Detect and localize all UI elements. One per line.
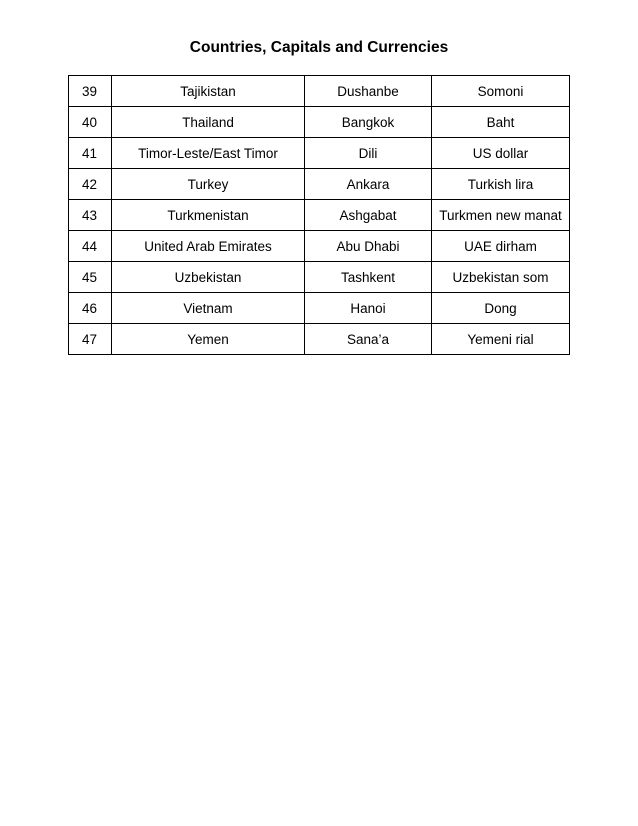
row-number-cell: 39: [69, 76, 112, 107]
row-number-cell: 46: [69, 293, 112, 324]
table-row: [69, 76, 570, 107]
table-row: [69, 169, 570, 200]
table-row: [69, 324, 570, 355]
capital-cell: Tashkent: [305, 262, 432, 293]
country-cell: Turkmenistan: [112, 200, 305, 231]
row-number-cell: 45: [69, 262, 112, 293]
country-cell: Uzbekistan: [112, 262, 305, 293]
capital-cell: Ankara: [305, 169, 432, 200]
page-title: Countries, Capitals and Currencies: [189, 39, 449, 56]
currency-cell: Turkmen new manat: [432, 200, 570, 231]
capital-cell: Ashgabat: [305, 200, 432, 231]
country-cell: Vietnam: [112, 293, 305, 324]
currency-cell: Dong: [432, 293, 570, 324]
row-number-cell: 42: [69, 169, 112, 200]
capital-cell: Hanoi: [305, 293, 432, 324]
currency-cell: UAE dirham: [432, 231, 570, 262]
currency-cell: US dollar: [432, 138, 570, 169]
table-row: [69, 200, 570, 231]
capital-cell: Sana’a: [305, 324, 432, 355]
capital-cell: Dili: [305, 138, 432, 169]
row-number-cell: 44: [69, 231, 112, 262]
row-number-cell: 43: [69, 200, 112, 231]
countries-table: [68, 75, 570, 355]
row-number-cell: 41: [69, 138, 112, 169]
currency-cell: Turkish lira: [432, 169, 570, 200]
country-cell: Tajikistan: [112, 76, 305, 107]
table-row: [69, 231, 570, 262]
table-row: [69, 262, 570, 293]
country-cell: United Arab Emirates: [112, 231, 305, 262]
capital-cell: Dushanbe: [305, 76, 432, 107]
table-row: [69, 107, 570, 138]
country-cell: Thailand: [112, 107, 305, 138]
currency-cell: Baht: [432, 107, 570, 138]
table-row: [69, 138, 570, 169]
country-cell: Turkey: [112, 169, 305, 200]
capital-cell: Bangkok: [305, 107, 432, 138]
table-row: [69, 293, 570, 324]
currency-cell: Yemeni rial: [432, 324, 570, 355]
currency-cell: Uzbekistan som: [432, 262, 570, 293]
capital-cell: Abu Dhabi: [305, 231, 432, 262]
currency-cell: Somoni: [432, 76, 570, 107]
country-cell: Yemen: [112, 324, 305, 355]
row-number-cell: 47: [69, 324, 112, 355]
row-number-cell: 40: [69, 107, 112, 138]
country-cell: Timor-Leste/East Timor: [112, 138, 305, 169]
